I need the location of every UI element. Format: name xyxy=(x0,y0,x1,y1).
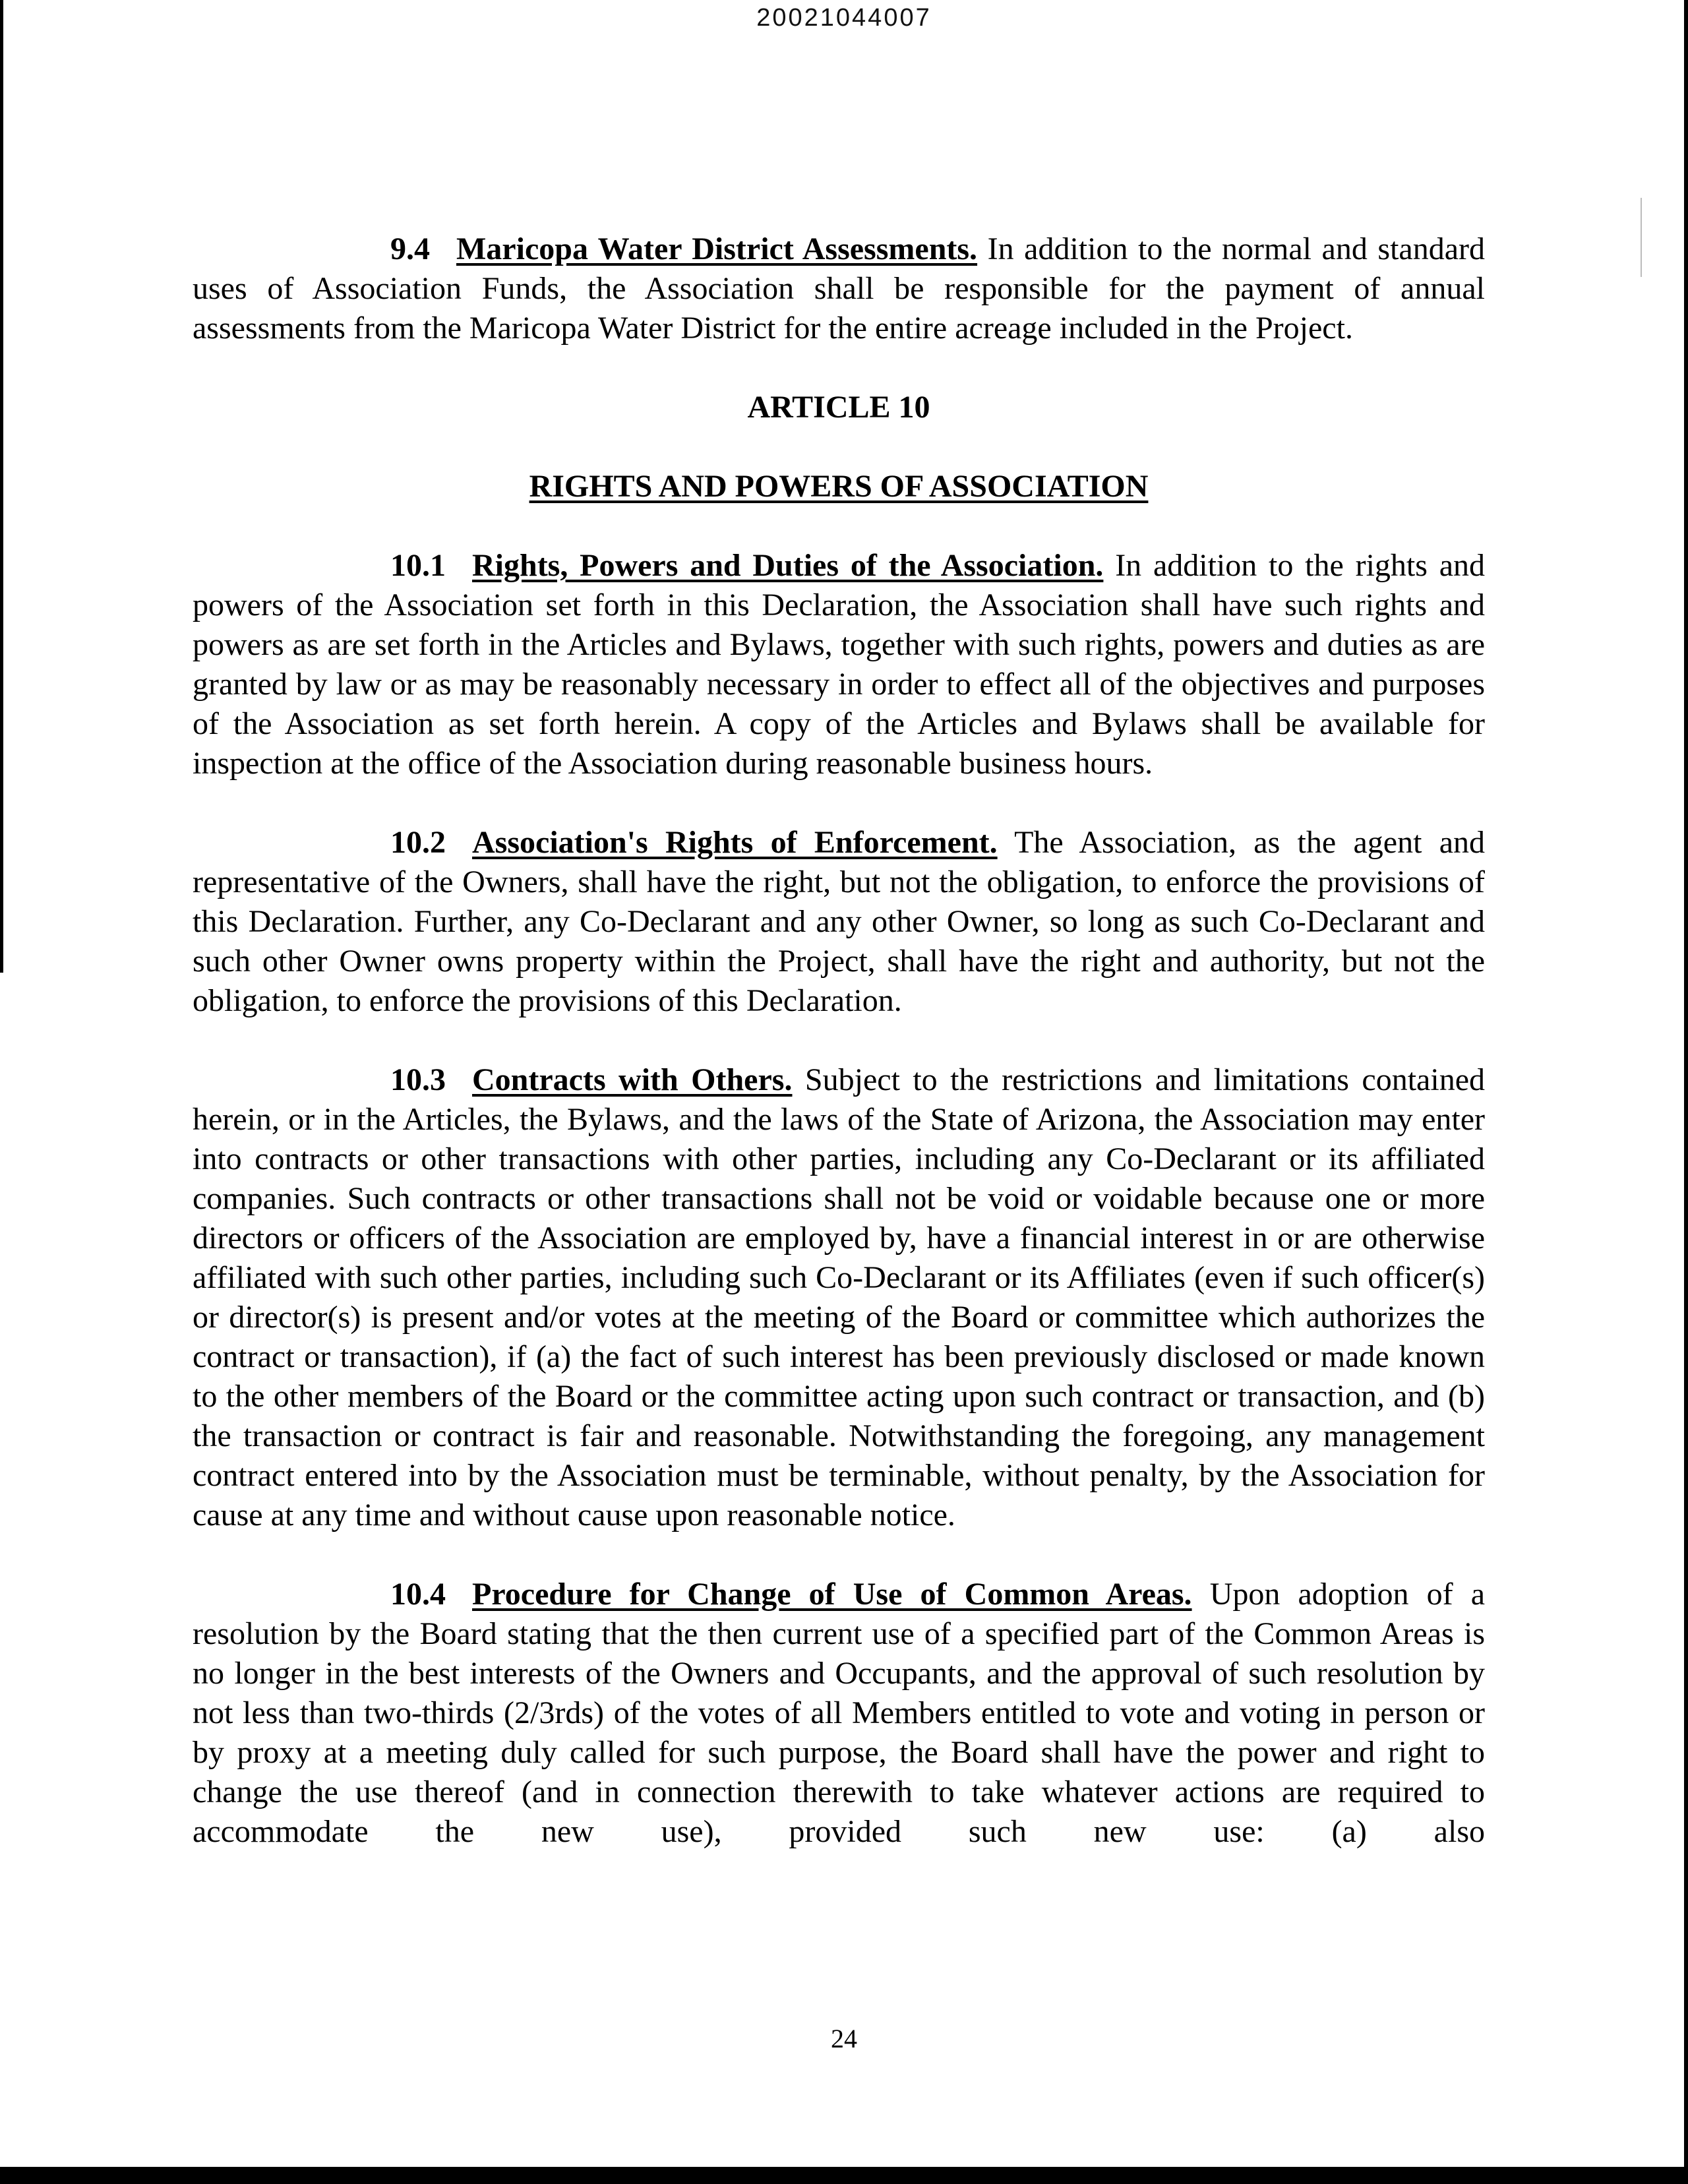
section-number: 10.2 xyxy=(390,825,446,860)
section-10-1 xyxy=(193,546,1485,783)
section-number: 9.4 xyxy=(390,231,430,266)
section-text: Upon adoption of a resolution by the Board stating that the then current use of a specified part of the Common Areas is no longer in the best interests of the Owners and Occupants, and the approval of such resolution by not less than two-thirds (2/3rds) of the votes of all Members entitled to vote and voting in person or by proxy at a meeting duly called for such purpose, the Board shall have the power and right to change the use thereof (and in connection therewith to take whatever actions are required to accommodate the new use), provided such new use: (a) also xyxy=(193,1577,1486,1849)
document-body xyxy=(193,229,1485,1852)
section-title: Maricopa Water District Assessments. xyxy=(456,231,978,266)
scan-mark xyxy=(1641,198,1642,277)
document-id: 20021044007 xyxy=(756,4,932,32)
scan-edge-left xyxy=(0,0,3,973)
section-9-4 xyxy=(193,229,1485,348)
article-title-text: RIGHTS AND POWERS OF ASSOCIATION xyxy=(529,469,1149,504)
section-text: In addition to the rights and powers of the Association set forth in this Declaration, the Association shall have such rights and powers as are set forth in the Articles and Bylaws, together with such rights, powers and duties as are granted by law or as may be reasonably necessary in order to effect all of the objectives and purposes of the Association as set forth herein. A copy of the Articles and Bylaws shall be available for inspection at the office of the Association during reasonable business hours. xyxy=(193,548,1486,781)
section-title: Rights, Powers and Duties of the Association. xyxy=(472,548,1104,583)
section-text: Subject to the restrictions and limitations contained herein, or in the Articles, the Bylaws, and the laws of the State of Arizona, the Association may enter into contracts or other transactions with other parties, including any Co-Declarant or its affiliated companies. Such contracts or other transactions shall not be void or voidable because one or more directors or officers of the Association are employed by, have a financial interest in or are otherwise affiliated with such other parties, including such Co-Declarant or its Affiliates (even if such officer(s) or director(s) is present and/or votes at the meeting of the Board or committee which authorizes the contract or transaction), if (a) the fact of such interest has been previously disclosed or made known to the other members of the Board or the committee acting upon such contract or transaction, and (b) the transaction or contract is fair and reasonable. Notwithstanding the foregoing, any management contract entered into by the Association must be terminable, without penalty, by the Association for cause at any time and without cause upon reasonable notice. xyxy=(193,1062,1485,1532)
section-text: The Association, as the agent and representative of the Owners, shall have the right, but not the obligation, to enforce the provisions of this Declaration. Further, any Co-Declarant and any other Owner, so long as such Co-Declarant and such other Owner owns property within the Project, shall have the right and authority, but not the obligation, to enforce the provisions of this Declaration. xyxy=(193,825,1486,1018)
section-title: Procedure for Change of Use of Common Areas. xyxy=(472,1577,1192,1612)
page-number: 24 xyxy=(831,2024,857,2053)
section-10-2 xyxy=(193,823,1485,1021)
section-10-4 xyxy=(193,1575,1485,1852)
scan-edge-bottom xyxy=(0,2167,1688,2184)
section-number: 10.4 xyxy=(390,1577,446,1612)
article-label: ARTICLE 10 xyxy=(747,390,930,425)
section-number: 10.3 xyxy=(390,1062,446,1097)
section-number: 10.1 xyxy=(390,548,446,583)
section-text: In addition to the normal and standard uses of Association Funds, the Association shall be responsible for the payment of annual assessments from the Maricopa Water District for the entire acreage included in the Project. xyxy=(193,231,1486,346)
section-10-3 xyxy=(193,1060,1485,1535)
section-title: Association's Rights of Enforcement. xyxy=(472,825,998,860)
scan-edge-right xyxy=(1684,0,1688,2184)
section-title: Contracts with Others. xyxy=(472,1062,793,1097)
article-title xyxy=(193,467,1485,506)
